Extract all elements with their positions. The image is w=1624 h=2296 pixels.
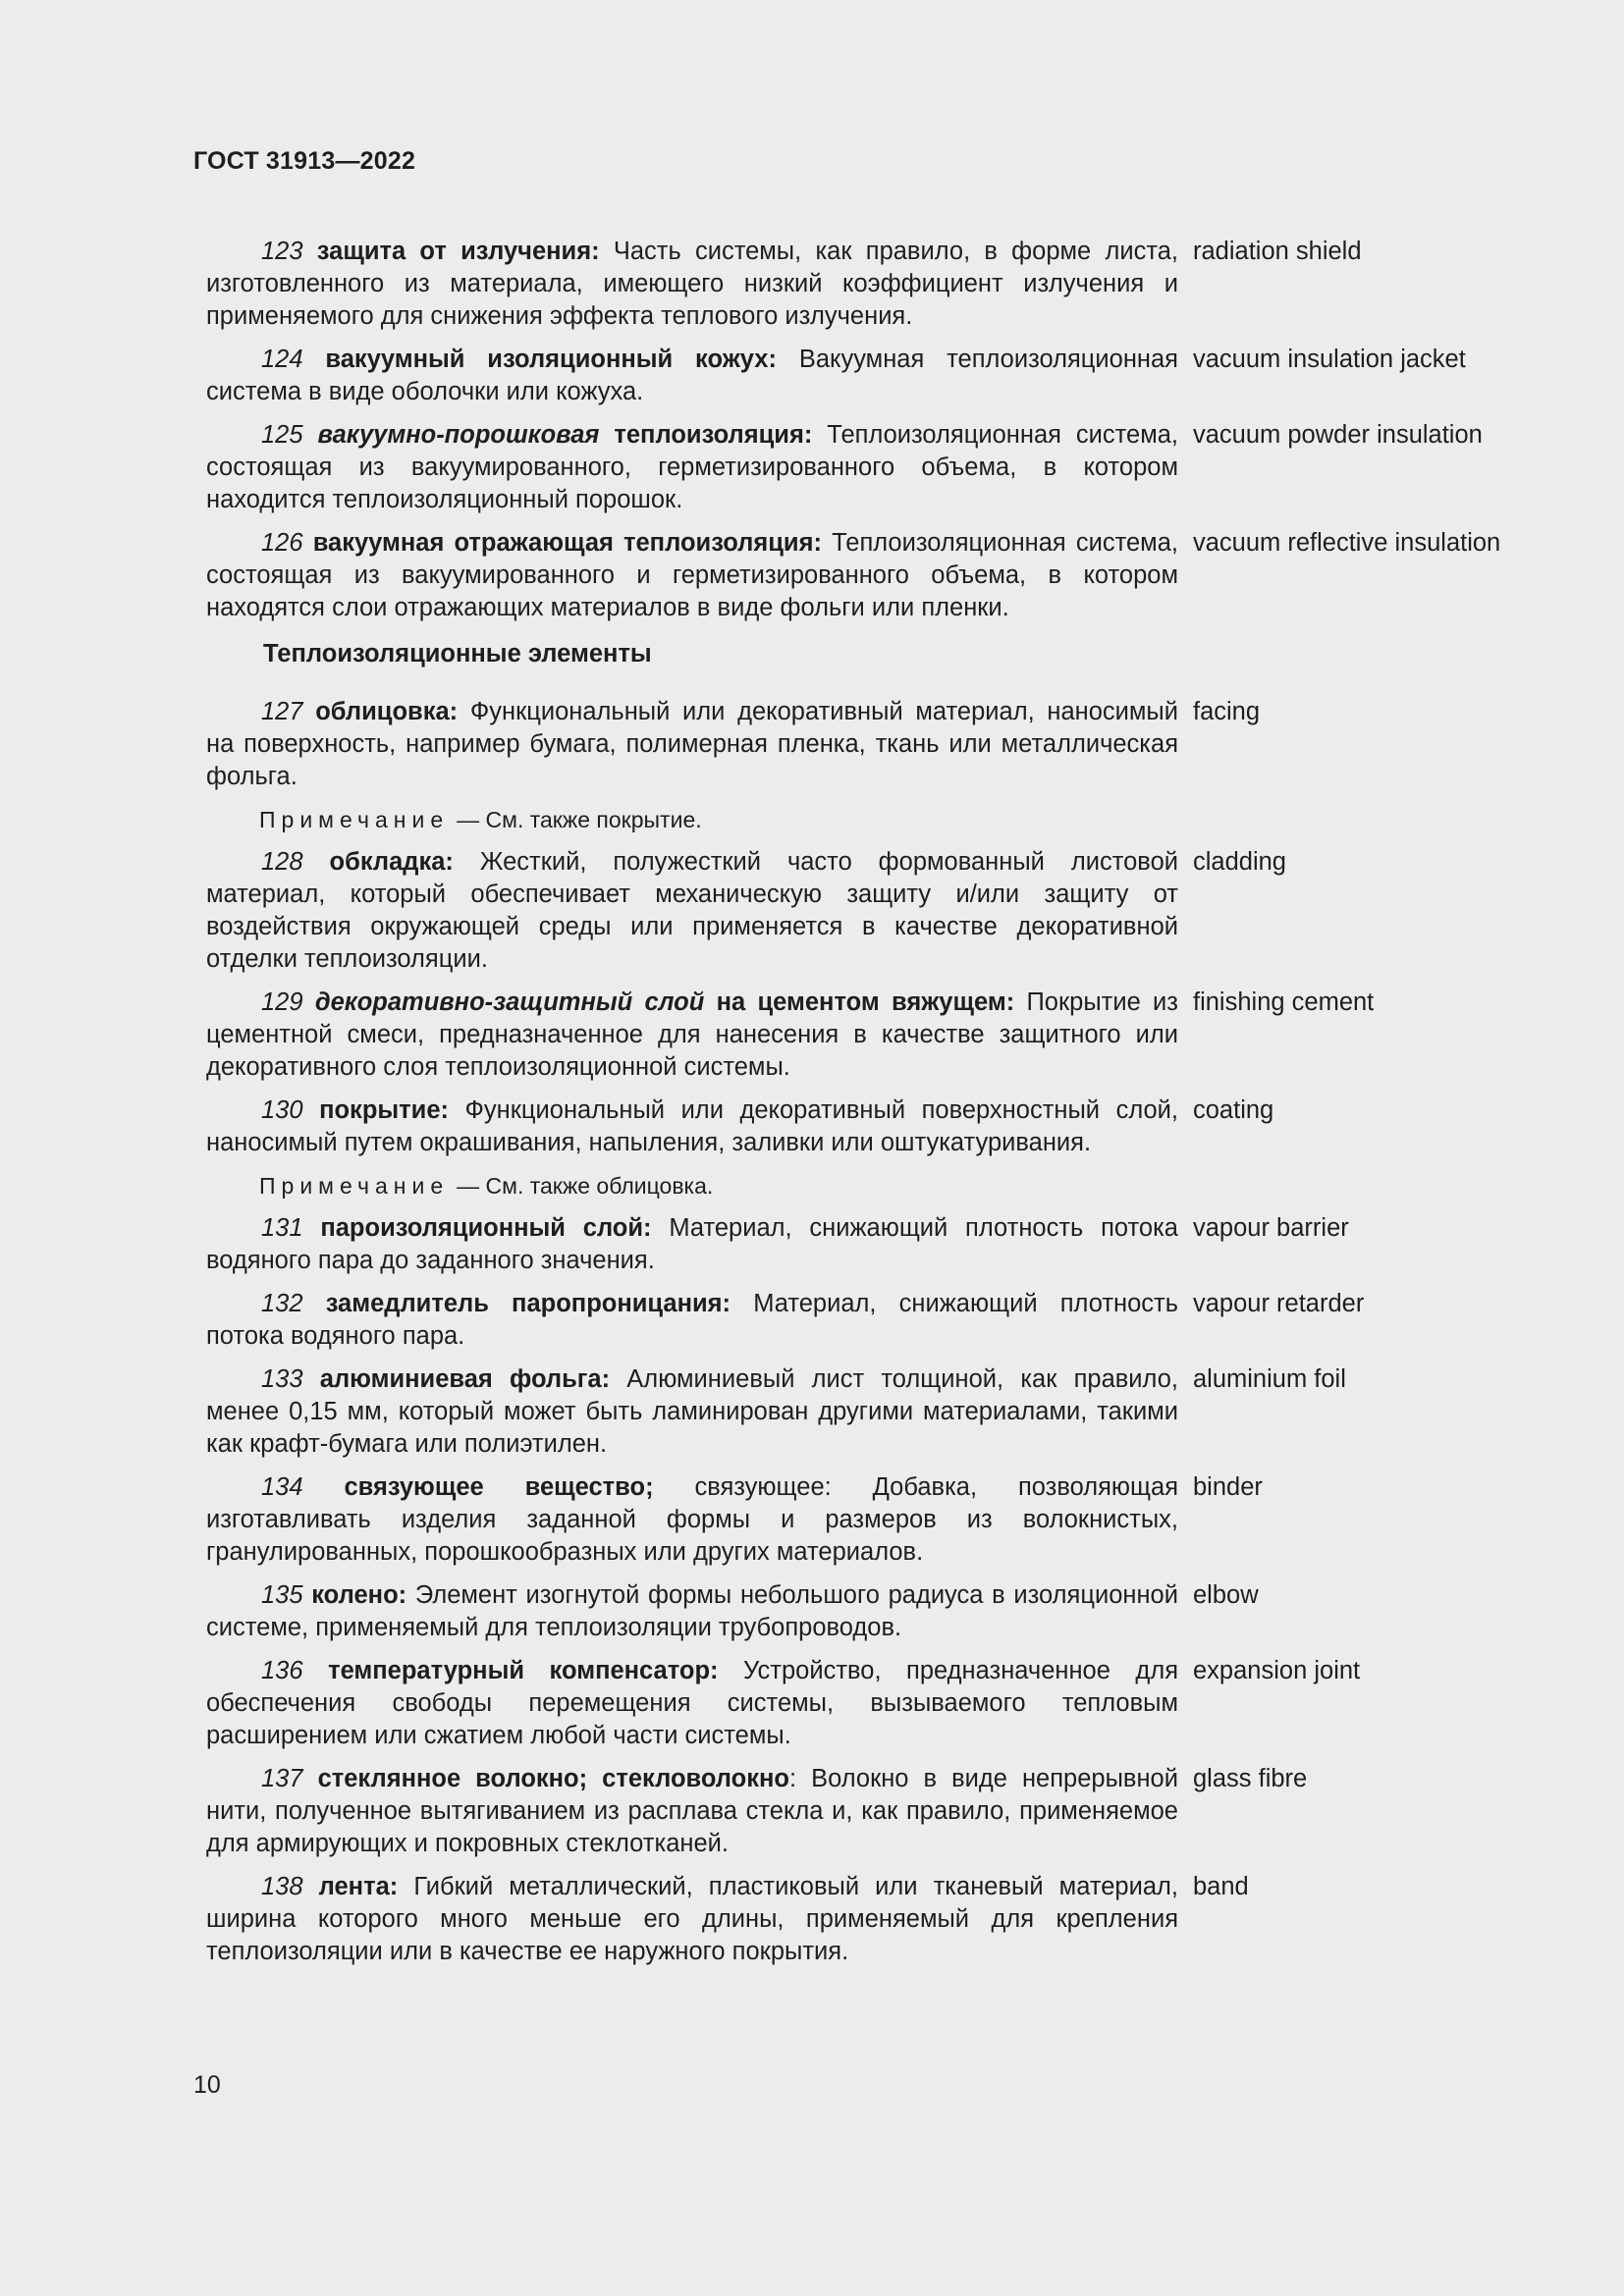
entry-term: покрытие: (319, 1096, 450, 1124)
entry-term: алюминиевая фольга: (319, 1365, 611, 1393)
note (206, 804, 1512, 836)
entry-english-term: elbow (1193, 1581, 1259, 1609)
entry-definition: Теплоизоляционная система, состоящая из вакуумированного, герметизированного объема, в котором находится теплоизоляционный порошок. (206, 421, 1178, 513)
entry-definition: Функциональный или декоративный поверхностный слой, наносимый путем окрашивания, напыления, заливки или оштукатуривания. (206, 1096, 1178, 1156)
glossary-entry (206, 1212, 1512, 1277)
entry-definition: связующее: Добавка, позволяющая изготавливать изделия заданной формы и размеров из волокнистых, гранулированных, порошкообразных или других материалов. (206, 1473, 1179, 1566)
entry-english-term: facing (1193, 698, 1261, 725)
entry-number: 131 (261, 1214, 303, 1242)
entry-term: облицовка: (315, 698, 459, 725)
entry-number: 137 (261, 1765, 303, 1792)
note (206, 1170, 1512, 1202)
entry-text (206, 1655, 1178, 1752)
note-label: Примечание (259, 1173, 450, 1199)
glossary-entry (206, 1363, 1512, 1461)
entry-term: связующее вещество; (344, 1473, 654, 1501)
entry-definition: Материал, снижающий плотность потока водяного пара до заданного значения. (206, 1214, 1178, 1274)
entry-number: 134 (261, 1473, 303, 1501)
entry-term: обкладка: (329, 848, 454, 876)
entry-text (206, 1363, 1178, 1461)
entry-number: 130 (261, 1096, 303, 1124)
entry-text (206, 419, 1178, 516)
note-text: — См. также покрытие. (457, 807, 702, 832)
entry-number: 125 (261, 421, 303, 449)
entry-term: на цементом вяжущем: (704, 988, 1015, 1016)
glossary-entry (206, 236, 1512, 333)
entry-english-term: glass fibre (1193, 1765, 1308, 1792)
note-text: — См. также облицовка. (457, 1173, 714, 1199)
entry-english-term: vacuum powder insulation (1193, 421, 1483, 449)
entry-english-term: expansion joint (1193, 1657, 1361, 1684)
entry-text (206, 236, 1178, 333)
entry-english-term: aluminium foil (1193, 1365, 1346, 1393)
entry-english-term: coating (1193, 1096, 1274, 1124)
entry-text (206, 1212, 1178, 1277)
entry-number: 129 (261, 988, 303, 1016)
glossary-entry (206, 1763, 1512, 1860)
entry-text (206, 987, 1178, 1084)
entry-english-term: cladding (1193, 848, 1286, 876)
entry-term: лента: (318, 1873, 399, 1900)
glossary-entry (206, 419, 1512, 516)
glossary-entry (206, 527, 1512, 624)
entry-english-term: vacuum reflective insulation (1193, 529, 1501, 557)
glossary-entry (206, 1655, 1512, 1752)
entry-term: температурный компенсатор: (328, 1657, 719, 1684)
glossary-entry (206, 1288, 1512, 1353)
section-title: Теплоизоляционные элементы (263, 640, 652, 667)
page-number: 10 (193, 2071, 221, 2099)
entry-text (206, 1095, 1178, 1159)
entry-number: 123 (261, 238, 303, 265)
entry-term-italic: вакуумно-порошковая (317, 421, 600, 449)
entry-text (206, 1471, 1178, 1569)
entry-number: 132 (261, 1290, 303, 1317)
entry-term-italic: декоративно-защитный слой (314, 988, 705, 1016)
glossary-entry (206, 696, 1512, 793)
entry-english-term: band (1193, 1873, 1249, 1900)
entry-english-term: vapour barrier (1193, 1214, 1349, 1242)
glossary-body (206, 236, 1512, 1979)
entry-term: защита от излучения: (316, 238, 600, 265)
entry-text (206, 1871, 1178, 1968)
glossary-entry (206, 344, 1512, 408)
entry-definition: Теплоизоляционная система, состоящая из вакуумированного и герметизированного объема, в котором находятся слои отражающих материалов в виде фольги или пленки. (206, 529, 1178, 621)
glossary-entry (206, 846, 1512, 976)
entry-definition: : Волокно в виде непрерывной нити, полученное вытягиванием из расплава стекла и, как правило, применяемое для армирующих и покровных стеклотканей. (206, 1765, 1178, 1857)
entry-definition: Устройство, предназначенное для обеспечения свободы перемещения системы, вызываемого тепловым расширением или сжатием любой части системы. (206, 1657, 1179, 1749)
entry-term: вакуумная отражающая теплоизоляция: (312, 529, 822, 557)
entry-number: 127 (261, 698, 303, 725)
entry-definition: Вакуумная теплоизоляционная система в виде оболочки или кожуха. (206, 346, 1178, 405)
entry-term: вакуумный изоляционный кожух: (325, 346, 777, 373)
entry-definition: Функциональный или декоративный материал, наносимый на поверхность, например бумага, полимерная пленка, ткань или металлическая фольга. (206, 698, 1178, 790)
entry-definition: Покрытие из цементной смеси, предназначенное для нанесения в качестве защитного или декоративного слоя теплоизоляционной системы. (206, 988, 1178, 1081)
entry-definition: Гибкий металлический, пластиковый или тканевый материал, ширина которого много меньше его длины, применяемый для крепления теплоизоляции или в качестве ее наружного покрытия. (206, 1873, 1178, 1965)
entry-number: 136 (261, 1657, 303, 1684)
entry-text (206, 696, 1178, 793)
entry-english-term: radiation shield (1193, 238, 1362, 265)
entry-english-term: finishing cement (1193, 988, 1375, 1016)
entry-english-term: vacuum insulation jacket (1193, 346, 1466, 373)
entry-definition: Элемент изогнутой формы небольшого радиуса в изоляционной системе, применяемый для теплоизоляции трубопроводов. (206, 1581, 1178, 1641)
entry-text (206, 1763, 1178, 1860)
entry-term: теплоизоляция: (599, 421, 813, 449)
entry-definition: Часть системы, как правило, в форме листа, изготовленного из материала, имеющего низкий коэффициент излучения и применяемого для снижения эффекта теплового излучения. (206, 238, 1179, 330)
entry-english-term: binder (1193, 1473, 1263, 1501)
entry-number: 126 (261, 529, 303, 557)
entry-text (206, 846, 1178, 976)
glossary-entry (206, 1095, 1512, 1159)
entry-text (206, 1288, 1178, 1353)
entry-term: пароизоляционный слой: (320, 1214, 652, 1242)
entry-definition: Алюминиевый лист толщиной, как правило, менее 0,15 мм, который может быть ламинирован другими материалами, такими как крафт-бумага или полиэтилен. (206, 1365, 1178, 1458)
entry-term: колено: (311, 1581, 407, 1609)
entry-number: 133 (261, 1365, 303, 1393)
glossary-entry (206, 1579, 1512, 1644)
entry-number: 135 (261, 1581, 303, 1609)
glossary-entry (206, 1871, 1512, 1968)
glossary-entry (206, 1471, 1512, 1569)
entry-definition: Жесткий, полужесткий часто формованный листовой материал, который обеспечивает механическую защиту и/или защиту от воздействия окружающей среды или применяется в качестве декоративной отделки теплоизоляции. (206, 848, 1178, 973)
entry-english-term: vapour retarder (1193, 1290, 1365, 1317)
entry-text (206, 344, 1178, 408)
entry-text (206, 1579, 1178, 1644)
entry-number: 128 (261, 848, 303, 876)
entry-text (206, 527, 1178, 624)
note-label: Примечание (259, 807, 450, 832)
entry-number: 138 (261, 1873, 303, 1900)
entry-definition: Материал, снижающий плотность потока водяного пара. (206, 1290, 1178, 1350)
glossary-entry (206, 987, 1512, 1084)
document-header: ГОСТ 31913—2022 (193, 147, 416, 175)
entry-number: 124 (261, 346, 303, 373)
entry-term: стеклянное волокно; стекловолокно (317, 1765, 789, 1792)
entry-term: замедлитель паропроницания: (325, 1290, 731, 1317)
